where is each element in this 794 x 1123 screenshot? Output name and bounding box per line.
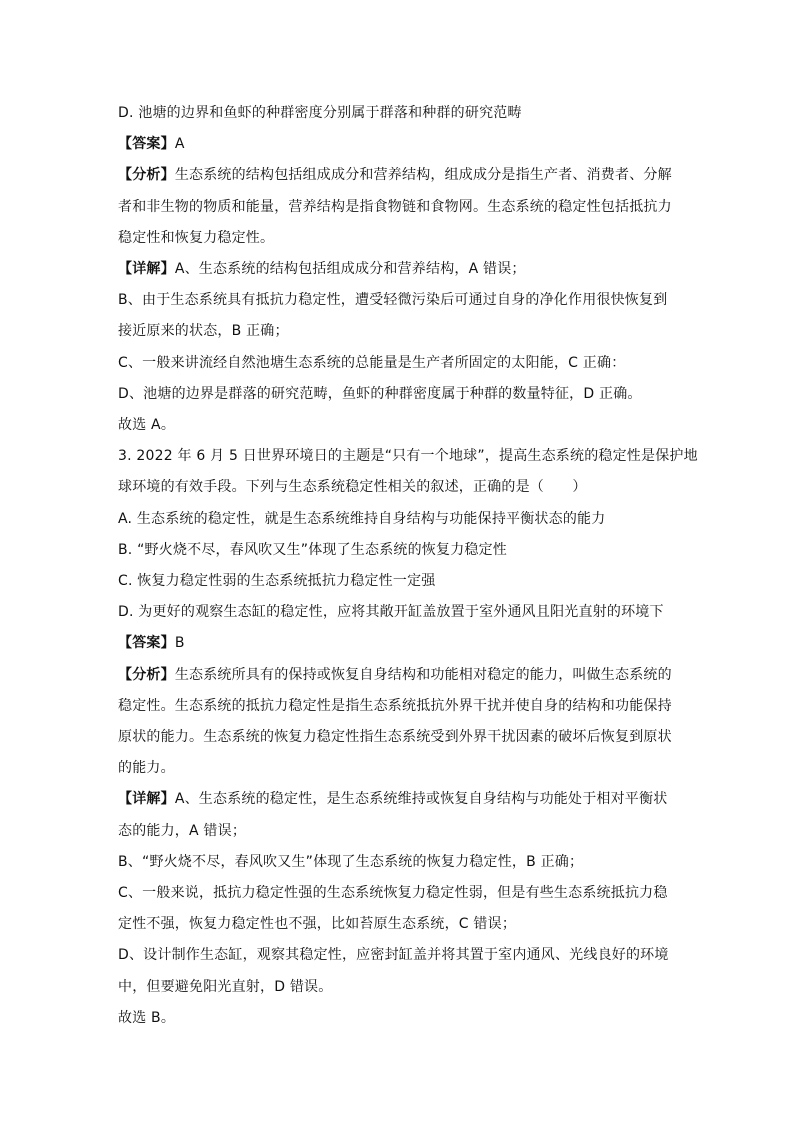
text-line xyxy=(118,878,676,909)
line-text: D、设计制作生态缸，观察其稳定性，应密封缸盖并将其置于室内通风、光线良好的环境 xyxy=(118,947,669,964)
line-text: A、生态系统的结构包括组成成分和营养结构，A 错误； xyxy=(174,261,526,278)
line-text: B、由于生态系统具有抵抗力稳定性，遭受轻微污染后可通过自身的净化作用很快恢复到 xyxy=(118,292,668,309)
line-text: A. 生态系统的稳定性，就是生态系统维持自身结构与功能保持平衡状态的能力 xyxy=(118,510,606,527)
text-line xyxy=(118,784,676,815)
text-line xyxy=(118,160,676,191)
section-label: 【详解】 xyxy=(118,261,175,278)
text-line xyxy=(118,722,676,753)
line-text: C、一般来说，抵抗力稳定性强的生态系统恢复力稳定性弱，但是有些生态系统抵抗力稳 xyxy=(118,885,668,902)
line-text: C、一般来讲流经自然池塘生态系统的总能量是生产者所固定的太阳能，C 正确： xyxy=(118,354,626,371)
line-text: 故选 A。 xyxy=(118,417,176,434)
line-text: C. 恢复力稳定性弱的生态系统抵抗力稳定性一定强 xyxy=(118,573,436,590)
text-line xyxy=(118,940,676,971)
section-label: 【答案】 xyxy=(118,136,175,153)
line-text: 稳定性和恢复力稳定性。 xyxy=(118,229,275,246)
text-line xyxy=(118,909,676,940)
text-line xyxy=(118,379,676,410)
section-label: 【分析】 xyxy=(118,167,175,184)
text-line xyxy=(118,441,698,472)
line-text: 者和非生物的物质和能量，营养结构是指食物链和食物网。生态系统的稳定性包括抵抗力 xyxy=(118,198,672,215)
text-line xyxy=(118,348,676,379)
text-line xyxy=(118,972,676,1003)
text-line xyxy=(118,98,676,129)
text-line xyxy=(118,816,676,847)
text-line xyxy=(118,410,676,441)
text-line xyxy=(118,223,676,254)
line-text: 稳定性。生态系统的抵抗力稳定性是指生态系统抵抗外界干扰并使自身的结构和功能保持 xyxy=(118,697,672,714)
line-text: 故选 B。 xyxy=(118,1009,176,1026)
text-line xyxy=(118,504,676,535)
text-line xyxy=(118,535,676,566)
line-text: D、池塘的边界是群落的研究范畴，鱼虾的种群密度属于种群的数量特征，D 正确。 xyxy=(118,385,642,402)
text-line xyxy=(118,285,676,316)
line-text: B、“野火烧不尽，春风吹又生”体现了生态系统的恢复力稳定性，B 正确； xyxy=(118,853,584,870)
line-text: B. “野火烧不尽，春风吹又生”体现了生态系统的恢复力稳定性 xyxy=(118,541,508,558)
text-line xyxy=(118,753,676,784)
text-line xyxy=(118,628,676,659)
line-text: A、生态系统的稳定性，是生态系统维持或恢复自身结构与功能处于相对平衡状 xyxy=(174,791,668,808)
text-line xyxy=(118,660,676,691)
line-text: 态的能力，A 错误； xyxy=(118,822,247,839)
line-text: D. 池塘的边界和鱼虾的种群密度分别属于群落和种群的研究范畴 xyxy=(118,105,522,121)
section-label: 【分析】 xyxy=(118,666,175,683)
text-line xyxy=(118,472,676,503)
text-line xyxy=(118,1003,676,1034)
line-text: A xyxy=(174,136,185,153)
section-label: 【详解】 xyxy=(118,791,175,808)
line-text: B xyxy=(174,635,185,652)
text-line xyxy=(118,847,676,878)
text-line xyxy=(118,254,676,285)
line-text: 生态系统所具有的保持或恢复自身结构和功能相对稳定的能力，叫做生态系统的 xyxy=(174,666,672,683)
line-text: 3. 2022 年 6 月 5 日世界环境日的主题是“只有一个地球”，提高生态系统的稳定性是保护地 xyxy=(118,448,698,465)
text-line xyxy=(118,316,676,347)
line-text: D. 为更好的观察生态缸的稳定性，应将其敞开缸盖放置于室外通风且阳光直射的环境下 xyxy=(118,604,664,621)
line-text: 原状的能力。生态系统的恢复力稳定性指生态系统受到外界干扰因素的破坏后恢复到原状 xyxy=(118,729,672,746)
section-label: 【答案】 xyxy=(118,635,175,652)
text-line xyxy=(118,691,676,722)
line-text: 定性不强，恢复力稳定性也不强，比如苔原生态系统，C 错误； xyxy=(118,916,517,933)
text-line xyxy=(118,192,676,223)
line-text: 接近原来的状态，B 正确； xyxy=(118,323,289,340)
line-text: 球环境的有效手段。下列与生态系统稳定性相关的叙述，正确的是（ ） xyxy=(118,479,587,496)
text-line xyxy=(118,566,676,597)
line-text: 生态系统的结构包括组成成分和营养结构，组成成分是指生产者、消费者、分解 xyxy=(174,167,672,184)
line-text: 的能力。 xyxy=(118,760,175,777)
text-line xyxy=(118,597,676,628)
text-line xyxy=(118,129,676,160)
line-text: 中，但要避免阳光直射，D 错误。 xyxy=(118,978,333,995)
